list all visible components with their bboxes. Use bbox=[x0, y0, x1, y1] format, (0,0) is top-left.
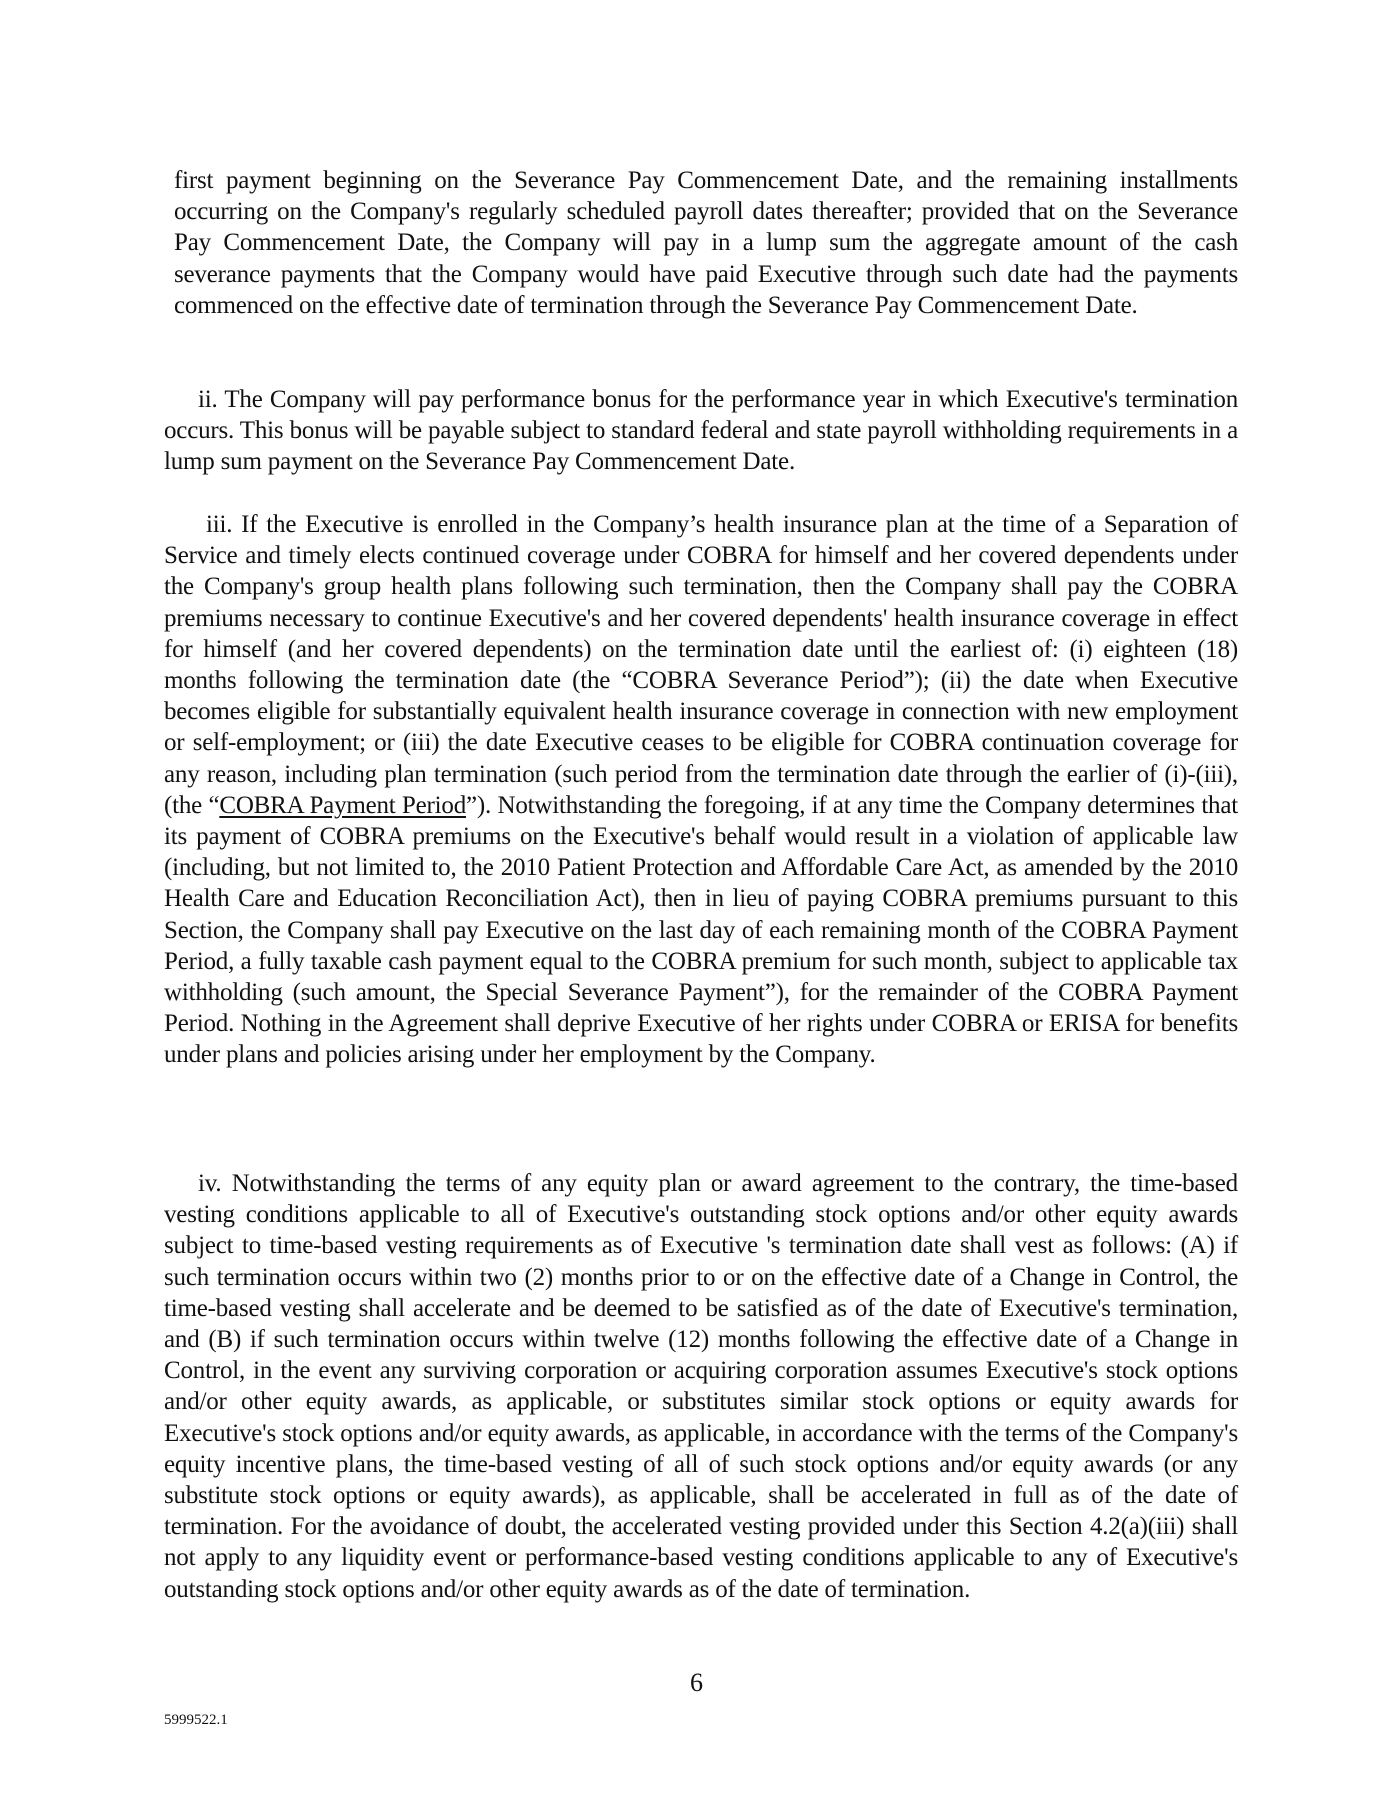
paragraph-ii-bonus: ii. The Company will pay performance bonus for the performance year in which Executive's termination occurs. This bonus will be payable subject to standard federal and state payroll withholding requirements in a lump sum payment on the Severance Pay Commencement Date. bbox=[164, 386, 1238, 476]
defined-term-cobra-payment-period: COBRA Payment Period bbox=[219, 791, 467, 819]
paragraph-iv-equity-vesting: iv. Notwithstanding the terms of any equity plan or award agreement to the contrary, the time-based vesting conditions applicable to all of Executive's outstanding stock options and/or other equity awards subject to time-based vesting requirements as of Executive 's termination date shall vest as follows: (A) if such termination occurs within two (2) months prior to or on the effective date of a Change in Control, the time-based vesting shall accelerate and be deemed to be satisfied as of the date of Executive's termination, and (B) if such termination occurs within twelve (12) months following the effective date of a Change in Control, in the event any surviving corporation or acquiring corporation assumes Executive's stock options and/or other equity awards, as applicable, or substitutes similar stock options or equity awards for Executive's stock options and/or equity awards, as applicable, in accordance with the terms of the Company's equity incentive plans, the time-based vesting of all of such stock options and/or equity awards (or any substitute stock options or equity awards), as applicable, shall be accelerated in full as of the date of termination. For the avoidance of doubt, the accelerated vesting provided under this Section 4.2(a)(iii) shall not apply to any liquidity event or performance-based vesting conditions applicable to any of Executive's outstanding stock options and/or other equity awards as of the date of termination. bbox=[164, 1170, 1238, 1603]
page-number: 6 bbox=[690, 1668, 703, 1697]
paragraph-iii-text-end: ”). Notwithstanding the foregoing, if at any time the Company determines that its payment of COBRA premiums on the Executive's behalf would result in a violation of applicable law (including, but not limited to, the 2010 Patient Protection and Affordable Care Act, as amended by the 2010 Health Care and Education Reconciliation Act), then in lieu of paying COBRA premiums pursuant to this Section, the Company shall pay Executive on the last day of each remaining month of the COBRA Payment Period, a fully taxable cash payment equal to the COBRA premium for such month, subject to applicable tax withholding (such amount, the Special Severance Payment”), for the remainder of the COBRA Payment Period. Nothing in the Agreement shall deprive Executive of her rights under COBRA or ERISA for benefits under plans and policies arising under her employment by the Company. bbox=[164, 791, 1239, 1069]
paragraph-iii-text-start: iii. If the Executive is enrolled in the Company’s health insurance plan at the time of a Separation of Service and timely elects continued coverage under COBRA for himself and her covered dependents under the Company's group health plans following such termination, then the Company shall pay the COBRA premiums necessary to continue Executive's and her covered dependents' health insurance coverage in effect for himself (and her covered dependents) on the termination date until the earliest of: (i) eighteen (18) months following the termination date (the “COBRA Severance Period”); (ii) the date when Executive becomes eligible for substantially equivalent health insurance coverage in connection with new employment or self-employment; or (iii) the date Executive ceases to be eligible for COBRA continuation coverage for any reason, including plan termination (such period from the termination date through the earlier of (i)-(iii), (the “ bbox=[164, 511, 1238, 819]
document-id: 5999522.1 bbox=[164, 1712, 228, 1728]
paragraph-continued: first payment beginning on the Severance Pay Commencement Date, and the remaining installments occurring on the Company's regularly scheduled payroll dates thereafter; provided that on the Severance Pay Commencement Date, the Company will pay in a lump sum the aggregate amount of the cash severance payments that the Company would have paid Executive through such date had the payments commenced on the effective date of termination through the Severance Pay Commencement Date. bbox=[174, 167, 1238, 319]
paragraph-iii-cobra bbox=[164, 509, 1238, 1071]
